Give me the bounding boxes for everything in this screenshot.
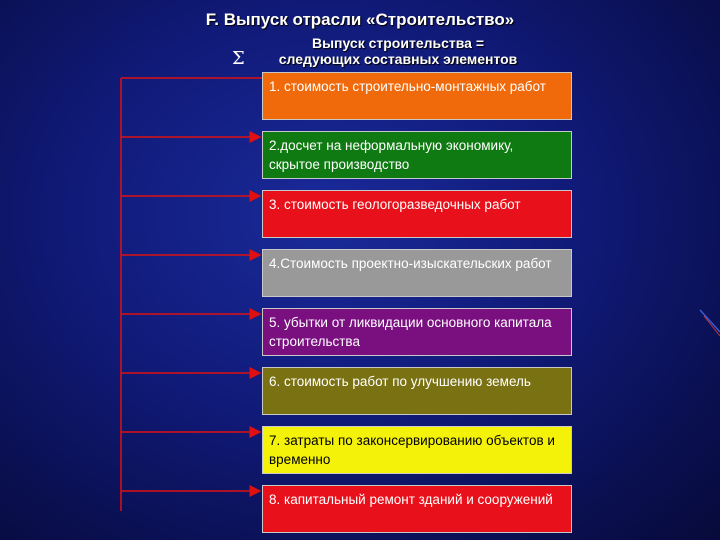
component-text-1: 1. стоимость строительно-монтажных работ xyxy=(269,79,546,94)
component-text-6: 6. стоимость работ по улучшению земель xyxy=(269,374,531,389)
component-box-3 xyxy=(262,190,572,238)
component-text-4: 4.Стоимость проектно-изыскательских работ xyxy=(269,256,552,271)
sigma-symbol: Σ xyxy=(232,48,245,69)
component-box-1 xyxy=(262,72,572,120)
component-text-5: 5. убытки от ликвидации основного капитала строительства xyxy=(269,315,552,349)
component-box-8 xyxy=(262,485,572,533)
slide-title: F. Выпуск отрасли «Строительство» xyxy=(205,10,515,29)
component-box-5 xyxy=(262,308,572,356)
component-text-3: 3. стоимость геологоразведочных работ xyxy=(269,197,521,212)
component-box-2 xyxy=(262,131,572,179)
component-text-7: 7. затраты по законсервированию объектов и временно xyxy=(269,433,555,467)
subtitle-line-1: Выпуск строительства = xyxy=(311,35,485,51)
component-box-7 xyxy=(262,426,572,474)
component-text-8: 8. капитальный ремонт зданий и сооружений xyxy=(269,492,553,507)
component-box-6 xyxy=(262,367,572,415)
component-box-4 xyxy=(262,249,572,297)
component-text-2: 2.досчет на неформальную экономику, скрытое производство xyxy=(269,138,514,172)
subtitle-line-2: следующих составных элементов xyxy=(278,51,518,67)
